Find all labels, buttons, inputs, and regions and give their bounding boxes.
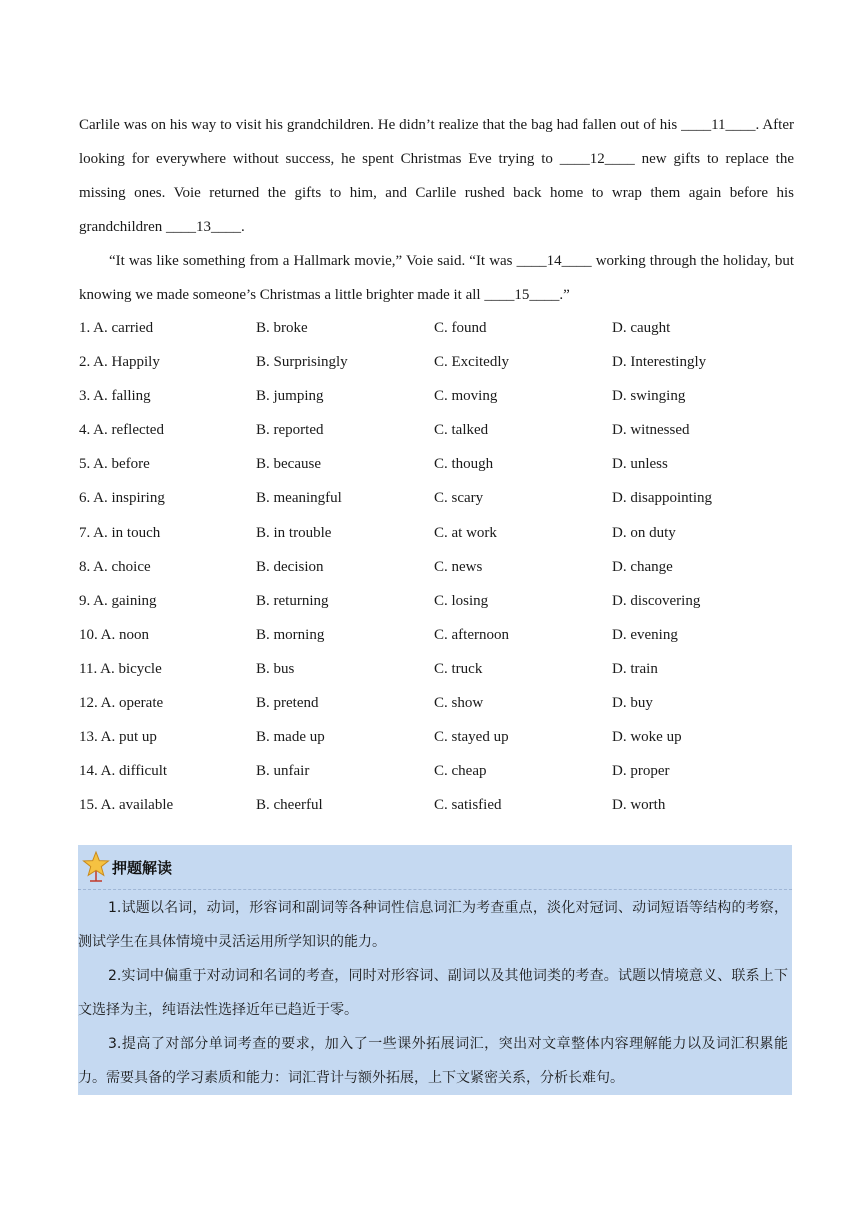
option-d: D. buy [612, 695, 653, 712]
question-row [79, 379, 794, 413]
option-b: B. in trouble [256, 524, 332, 541]
analysis-point-3: 3.提高了对部分单词考查的要求，加入了一些课外拓展词汇，突出对文章整体内容理解能力以及词汇积累能力。需要具备的学习素质和能力：词汇背计与额外拓展，上下文紧密关系，分析长难句。 [78, 1036, 788, 1086]
analysis-box [78, 845, 792, 1095]
option-d: D. worth [612, 797, 666, 814]
question-row [79, 550, 794, 584]
option-c: C. moving [434, 388, 498, 405]
option-c: C. satisfied [434, 797, 502, 814]
question-row [79, 618, 794, 652]
question-row [79, 311, 794, 345]
question-row [79, 345, 794, 379]
option-d: D. unless [612, 456, 668, 473]
option-b: B. meaningful [256, 490, 342, 507]
option-b: B. cheerful [256, 797, 323, 814]
option-c: C. Excitedly [434, 354, 509, 371]
question-row [79, 788, 794, 822]
passage-paragraph-2: “It was like something from a Hallmark movie,” Voie said. “It was ____14____ working through the holiday, but knowing we made someone’s Christmas a little brighter made it all ____15____.” [79, 253, 794, 303]
option-d: D. disappointing [612, 490, 712, 507]
option-a: 2. A. Happily [79, 354, 160, 371]
option-b: B. morning [256, 626, 325, 643]
option-d: D. Interestingly [612, 354, 707, 371]
question-row [79, 481, 794, 515]
analysis-point-1: 1.试题以名词，动词，形容词和副词等各种词性信息词汇为考查重点，淡化对冠词、动词短语等结构的考察，测试学生在具体情境中灵活运用所学知识的能力。 [78, 900, 788, 950]
option-a: 6. A. inspiring [79, 490, 165, 507]
option-a: 14. A. difficult [79, 763, 168, 780]
option-d: D. train [612, 660, 658, 677]
option-a: 7. A. in touch [79, 524, 161, 541]
analysis-body [78, 891, 792, 1095]
option-d: D. caught [612, 320, 671, 336]
option-c: C. news [434, 558, 483, 575]
option-d: D. evening [612, 626, 678, 643]
option-a: 10. A. noon [79, 626, 150, 643]
question-row [79, 754, 794, 788]
question-row [79, 720, 794, 754]
option-a: 15. A. available [79, 797, 174, 814]
question-row [79, 584, 794, 618]
option-a: 13. A. put up [79, 729, 157, 746]
option-d: D. witnessed [612, 422, 690, 439]
option-b: B. made up [256, 729, 325, 746]
option-b: B. broke [256, 320, 308, 336]
option-d: D. proper [612, 763, 670, 780]
option-a: 9. A. gaining [79, 592, 157, 609]
option-b: B. returning [256, 592, 329, 609]
option-c: C. at work [434, 524, 497, 541]
option-b: B. decision [256, 558, 324, 575]
option-d: D. woke up [612, 729, 682, 746]
passage-paragraph-1: Carlile was on his way to visit his grandchildren. He didn’t realize that the bag had fallen out of his ____11____. After looking for everywhere without success, he spent Christmas Eve trying to ____12____ new gifts to replace the missing ones. Voie returned the gifts to him, and Carlile rushed back home to wrap them again before his grandchildren ____13____. [79, 117, 794, 235]
option-b: B. jumping [256, 388, 324, 405]
option-c: C. afternoon [434, 626, 509, 643]
option-d: D. swinging [612, 388, 686, 405]
option-a: 1. A. carried [79, 320, 154, 336]
option-d: D. on duty [612, 524, 676, 541]
option-c: C. truck [434, 660, 483, 677]
passage [79, 108, 794, 312]
star-icon [82, 850, 110, 884]
option-a: 5. A. before [79, 456, 150, 473]
option-b: B. because [256, 456, 321, 473]
option-c: C. though [434, 456, 494, 473]
question-options [79, 311, 794, 822]
option-a: 4. A. reflected [79, 422, 164, 439]
option-a: 3. A. falling [79, 388, 151, 405]
option-c: C. losing [434, 592, 489, 609]
question-row [79, 413, 794, 447]
option-b: B. unfair [256, 763, 310, 780]
option-a: 12. A. operate [79, 695, 164, 712]
analysis-title: 押题解读 [112, 859, 173, 877]
option-c: C. show [434, 695, 484, 712]
option-c: C. talked [434, 422, 489, 439]
option-b: B. bus [256, 660, 295, 677]
option-d: D. discovering [612, 592, 701, 609]
analysis-header [78, 845, 792, 890]
option-c: C. cheap [434, 763, 487, 780]
option-d: D. change [612, 558, 673, 575]
analysis-point-2: 2.实词中偏重于对动词和名词的考查，同时对形容词、副词以及其他词类的考查。试题以情境意义、联系上下文选择为主，纯语法性选择近年已趋近于零。 [78, 968, 788, 1018]
option-b: B. Surprisingly [256, 354, 348, 371]
question-row [79, 447, 794, 481]
option-b: B. pretend [256, 695, 319, 712]
question-row [79, 652, 794, 686]
option-a: 11. A. bicycle [79, 660, 162, 677]
option-b: B. reported [256, 422, 324, 439]
question-row [79, 686, 794, 720]
option-c: C. found [434, 320, 487, 336]
question-row [79, 516, 794, 550]
option-c: C. scary [434, 490, 484, 507]
option-c: C. stayed up [434, 729, 509, 746]
option-a: 8. A. choice [79, 558, 151, 575]
